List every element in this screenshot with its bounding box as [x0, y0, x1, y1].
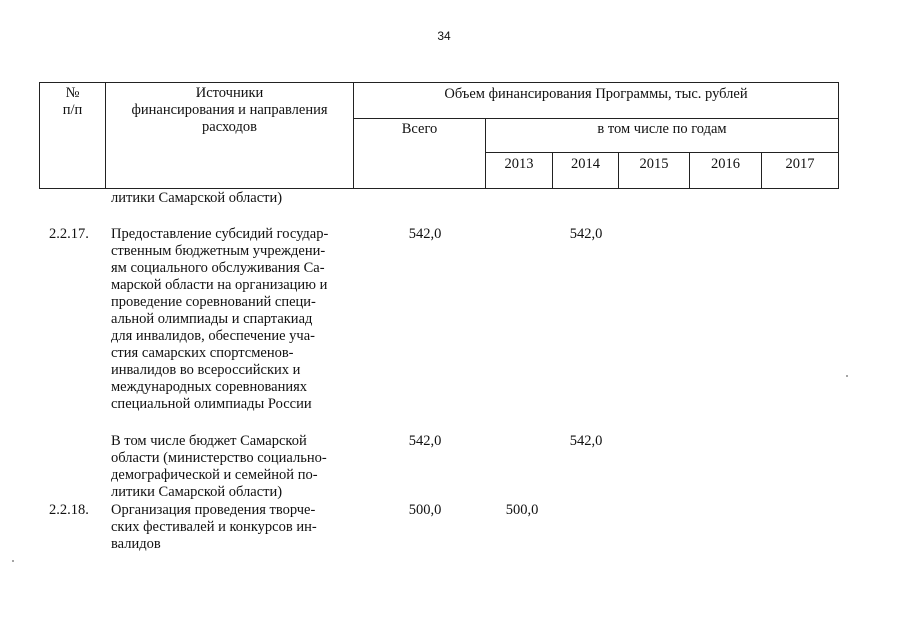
page-number: 34: [437, 29, 451, 43]
header-source-line-2: финансирования и направления: [131, 102, 328, 118]
row-year-2013: 500,0: [505, 502, 539, 518]
header-year-2013: 2013: [486, 153, 553, 189]
row-description: [111, 226, 357, 413]
header-num-line-2: п/п: [62, 102, 83, 118]
row-description-line: международных соревнованиях: [111, 379, 308, 395]
row-description-line: стия самарских спортсменов-: [111, 345, 294, 361]
header-year-2016: 2016: [690, 153, 762, 189]
header-year-2014: 2014: [553, 153, 619, 189]
row-description-line: Организация проведения творче-: [111, 502, 316, 518]
row-description-line: литики Самарской области): [111, 484, 283, 500]
continuation-text: литики Самарской области): [111, 190, 283, 206]
row-description-line: В том числе бюджет Самарской: [111, 433, 307, 449]
row-description-line: для инвалидов, обеспечение уча-: [111, 328, 315, 344]
header-year-2015: 2015: [619, 153, 690, 189]
header-num-cell: [40, 83, 106, 189]
row-total: 542,0: [408, 226, 442, 242]
table-header: [39, 82, 839, 189]
row-description-line: ских фестивалей и конкурсов ин-: [111, 519, 317, 535]
row-total: 542,0: [408, 433, 442, 449]
row-description-line: ственным бюджетным учреждени-: [111, 243, 326, 259]
row-description-line: Предоставление субсидий государ-: [111, 226, 329, 242]
scan-speck: [12, 560, 14, 562]
row-description-line: инвалидов во всероссийских и: [111, 362, 301, 378]
header-year-2017: 2017: [762, 153, 839, 189]
row-description-line: демографической и семейной по-: [111, 467, 318, 483]
row-description-line: марской области на организацию и: [111, 277, 328, 293]
header-by-years: в том числе по годам: [486, 119, 839, 153]
row-description-line: валидов: [111, 536, 161, 552]
header-total: Всего: [354, 119, 486, 189]
row-total: 500,0: [408, 502, 442, 518]
header-source-line-1: Источники: [195, 85, 264, 101]
header-num-line-1: №: [65, 85, 80, 101]
row-description-line: специальной олимпиады России: [111, 396, 312, 412]
row-year-2014: 542,0: [569, 433, 603, 449]
row-description: [111, 433, 357, 501]
row-number: 2.2.17.: [49, 226, 89, 242]
row-description-line: альной олимпиады и спартакиад: [111, 311, 313, 327]
header-source-cell: [106, 83, 354, 189]
header-source-line-3: расходов: [202, 119, 257, 135]
row-description-line: ям социального обслуживания Са-: [111, 260, 325, 276]
row-year-2014: 542,0: [569, 226, 603, 242]
scan-speck: [846, 375, 848, 377]
row-description-line: области (министерство социально-: [111, 450, 327, 466]
row-number: 2.2.18.: [49, 502, 89, 518]
row-description-line: проведение соревнований специ-: [111, 294, 316, 310]
header-volume-title: Объем финансирования Программы, тыс. рублей: [354, 83, 839, 119]
row-description: [111, 502, 357, 553]
